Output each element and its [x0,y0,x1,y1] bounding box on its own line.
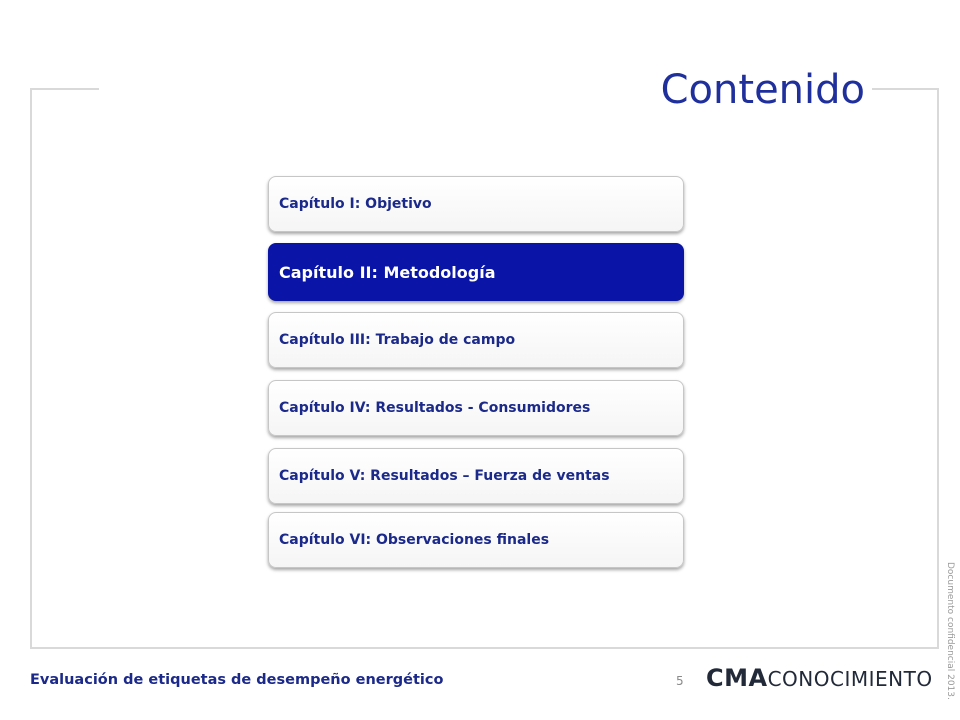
chapter-4-label: Capítulo IV: Resultados - Consumidores [279,400,591,416]
chapter-2-item[interactable] [268,243,684,301]
chapter-2-label: Capítulo II: Metodología [279,262,496,282]
frame-right [937,88,939,648]
chapter-3-item[interactable] [268,312,684,368]
chapter-6-item[interactable] [268,512,684,568]
logo-bold-text: CMA [706,664,768,692]
chapter-6-label: Capítulo VI: Observaciones finales [279,532,550,548]
chapter-1-label: Capítulo I: Objetivo [279,196,432,212]
footer-title: Evaluación de etiquetas de desempeño energético [30,672,444,688]
page-number: 5 [676,674,684,688]
frame-left [30,88,32,648]
frame-top-left [30,88,99,90]
frame-top-right [872,88,938,90]
confidential-note: Documento confidencial 2013. [945,562,955,700]
chapter-5-label: Capítulo V: Resultados – Fuerza de ventas [279,468,610,484]
frame-bottom [30,647,939,649]
chapter-5-item[interactable] [268,448,684,504]
slide-title: Contenido [640,60,869,120]
chapter-3-label: Capítulo III: Trabajo de campo [279,332,516,348]
chapter-4-item[interactable] [268,380,684,436]
company-logo [706,664,933,692]
chapter-1-item[interactable] [268,176,684,232]
logo-light-text: CONOCIMIENTO [767,667,933,691]
